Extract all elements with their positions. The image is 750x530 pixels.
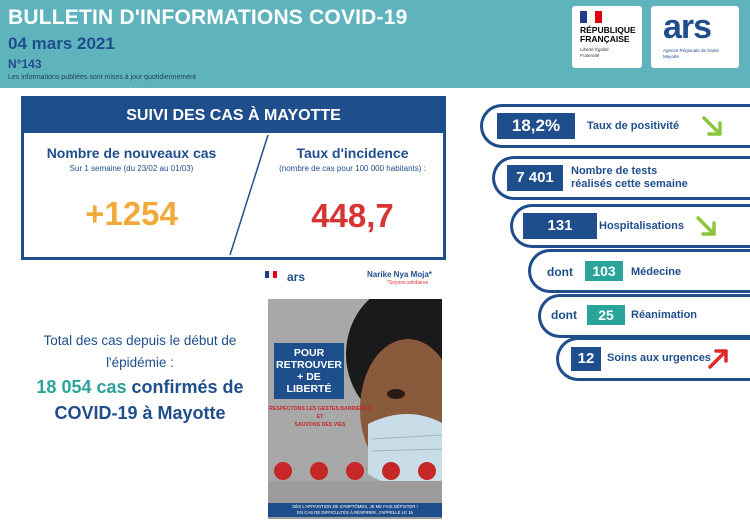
republique-motto: Liberté Égalité Fraternité <box>580 47 609 58</box>
prevention-poster <box>268 299 442 519</box>
stat-medecine <box>528 249 750 293</box>
med-value: 103 <box>585 261 623 281</box>
total-line4: COVID-19 à Mayotte <box>54 403 226 423</box>
republique-francaise-logo <box>572 6 642 68</box>
total-line2: l'épidémie : <box>106 355 174 370</box>
stat-hospitalisations <box>510 204 750 248</box>
bulletin-date: 04 mars 2021 <box>8 34 115 53</box>
poster-headline-1: POUR <box>293 347 325 359</box>
republique-line2: FRANÇAISE <box>580 34 630 44</box>
rea-label: Réanimation <box>631 309 698 321</box>
small-flag-icon <box>265 271 277 278</box>
gestures-icons <box>274 462 436 480</box>
poster-footer <box>268 503 442 517</box>
wash-hands-icon <box>274 462 292 480</box>
total-line3 <box>20 374 260 400</box>
tests-label-1: Nombre de tests <box>571 165 658 177</box>
bulletin-number: N°143 <box>8 57 42 71</box>
total-confirmed: confirmés de <box>126 377 244 397</box>
mask-icon <box>310 462 328 480</box>
incidence-block <box>260 133 445 235</box>
poster-headline <box>274 343 344 399</box>
suivi-cas-panel <box>21 96 446 260</box>
update-note: Les informations publiées sont mises à jour quotidiennement <box>8 74 196 81</box>
total-cases-block <box>20 330 260 426</box>
urg-value: 12 <box>571 347 601 371</box>
bulletin-title: BULLETIN D'INFORMATIONS COVID-19 <box>8 6 408 29</box>
poster-headline-3: + DE LIBERTÉ <box>286 371 332 395</box>
hosp-label: Hospitalisations <box>599 220 684 232</box>
ars-subtitle: Agence Régionale de Santé Mayotte <box>663 48 720 59</box>
suivi-heading: SUIVI DES CAS À MAYOTTE <box>24 99 443 133</box>
republique-line1: RÉPUBLIQUE <box>580 25 636 35</box>
cough-elbow-icon <box>382 462 400 480</box>
new-cases-value: +1254 <box>85 195 178 232</box>
urg-label: Soins aux urgences <box>607 352 711 364</box>
stat-reanimation <box>538 294 750 338</box>
poster-footer-2: EN CAS DE DIFFICULTÉS À RESPIRER, J'APPELLE LE 15 <box>297 510 413 515</box>
stat-tests <box>492 156 750 200</box>
positivity-value: 18,2% <box>497 113 575 139</box>
new-cases-block <box>24 133 239 233</box>
new-cases-title: Nombre de nouveaux cas <box>46 145 217 161</box>
poster-slogan-2: ET <box>316 414 324 420</box>
stat-urgences <box>556 337 750 381</box>
new-cases-subtitle: Sur 1 semaine (du 23/02 au 01/03) <box>69 164 194 173</box>
marianne-icon <box>580 11 602 23</box>
total-count: 18 054 cas <box>36 377 127 397</box>
poster-brand: Narike Nya Moja* <box>367 270 432 279</box>
poster-slogan-1: RESPECTONS LES GESTES BARRIÈRES <box>269 406 371 412</box>
rea-prefix: dont <box>551 308 577 322</box>
incidence-title: Taux d'incidence <box>296 145 409 161</box>
no-handshake-icon <box>418 462 436 480</box>
tests-label-2: réalisés cette semaine <box>571 178 688 190</box>
poster-slogan <box>268 405 372 429</box>
incidence-value: 448,7 <box>311 197 394 234</box>
arrow-down-green-icon <box>701 115 725 139</box>
ars-wordmark: ars <box>663 8 712 46</box>
incidence-subtitle: (nombre de cas pour 100 000 habitants) : <box>279 164 426 173</box>
poster-brand-sub: *Soyons solidaires <box>387 280 429 286</box>
tests-value: 7 401 <box>507 165 563 191</box>
header-banner <box>0 0 750 88</box>
arrow-down-green-icon-2 <box>695 215 719 239</box>
positivity-label: Taux de positivité <box>587 120 680 132</box>
poster-logo-strip <box>263 268 448 294</box>
total-line1: Total des cas depuis le début de <box>43 333 237 348</box>
rea-value: 25 <box>587 305 625 325</box>
poster-headline-2: RETROUVER <box>276 359 342 371</box>
tests-label <box>571 165 688 191</box>
ars-logo <box>651 6 739 68</box>
med-prefix: dont <box>547 265 573 279</box>
small-ars-icon: ars <box>287 270 306 284</box>
arrow-up-red-icon <box>707 346 731 370</box>
stat-positivity <box>480 104 750 148</box>
poster-footer-1: DÈS L'APPARITION DE SYMPTÔMES, JE ME FAIS DÉPISTER ! <box>292 504 418 509</box>
med-label: Médecine <box>631 266 682 278</box>
distance-icon <box>346 462 364 480</box>
hosp-value: 131 <box>523 213 597 239</box>
poster-slogan-3: SAUVONS DES VIES <box>294 422 346 428</box>
